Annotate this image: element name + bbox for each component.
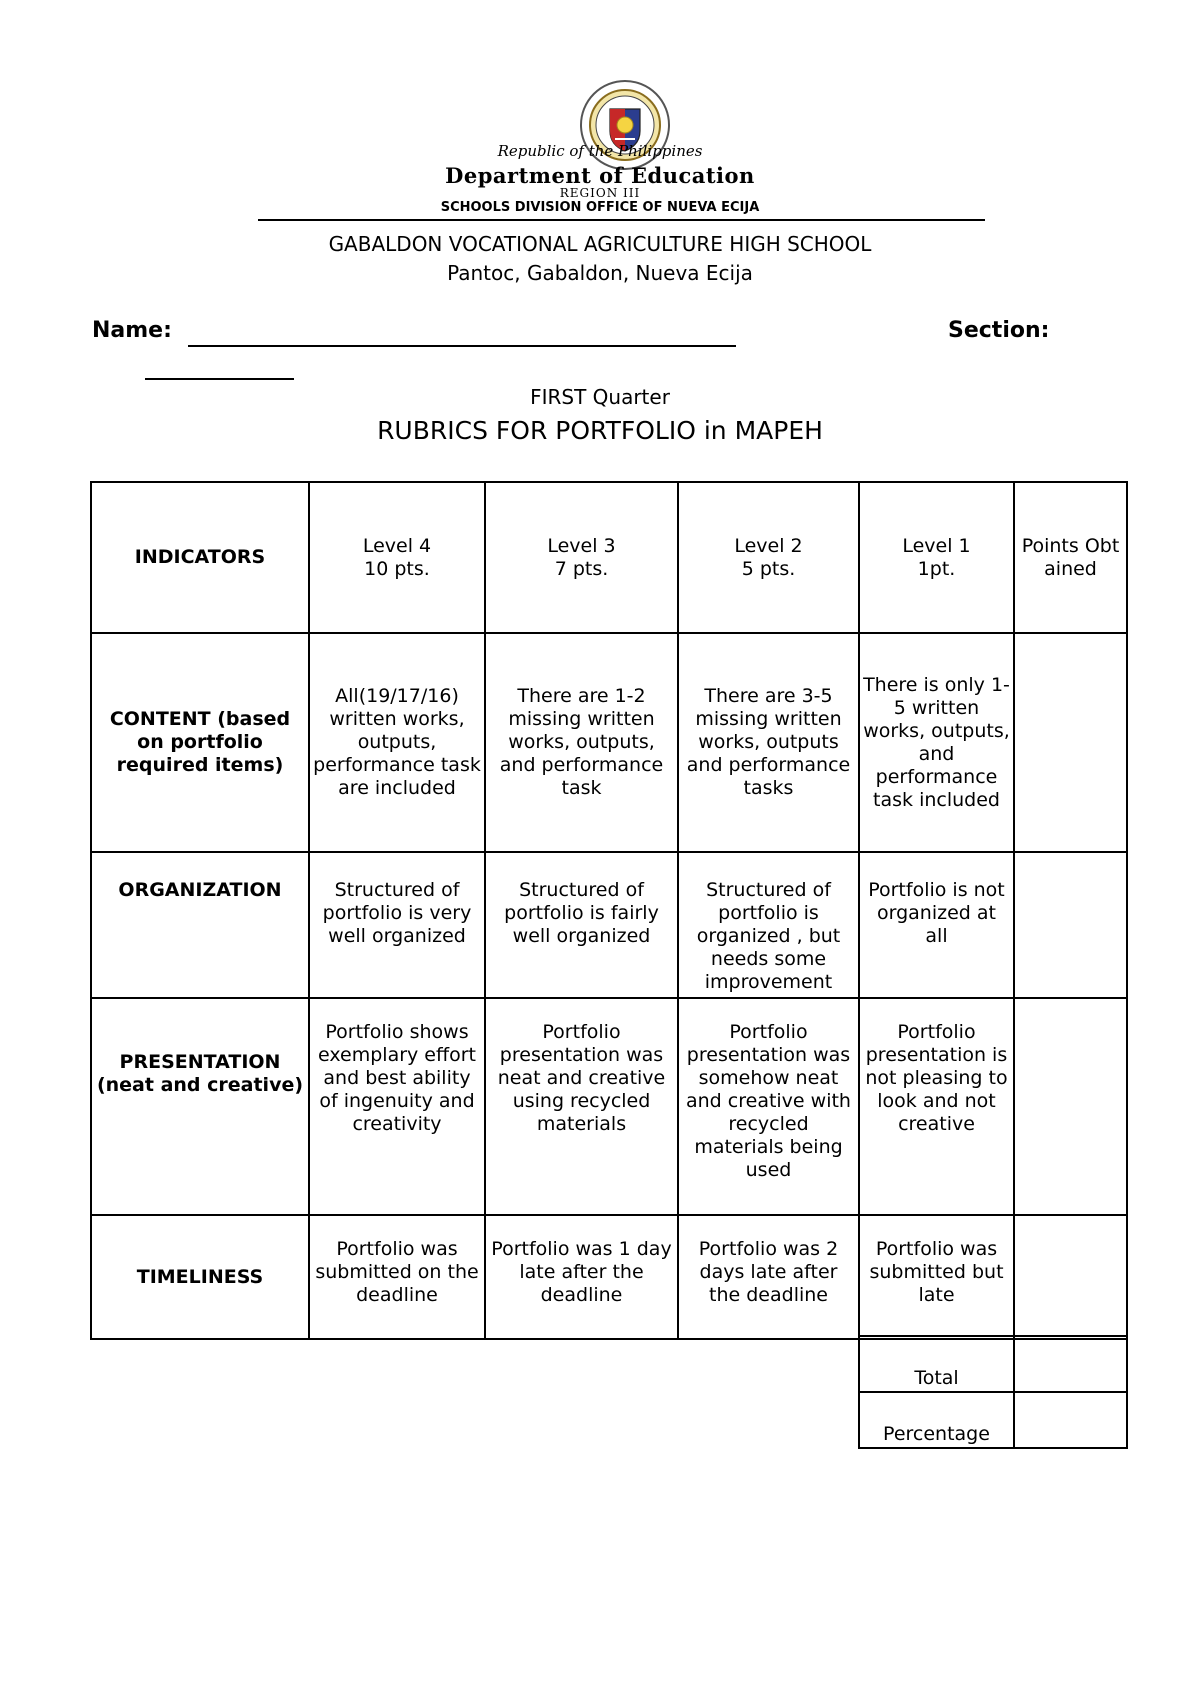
section-label: Section:: [948, 318, 1050, 343]
name-label: Name:: [92, 318, 172, 343]
level3-label: Level 3: [547, 534, 616, 557]
timeliness-level1: Portfolio was submitted but late: [859, 1215, 1014, 1339]
totals-table: [858, 1335, 1128, 1449]
organization-level4: Structured of portfolio is very well organized: [309, 852, 485, 998]
header-divider: [258, 219, 985, 221]
level4-label: Level 4: [362, 534, 432, 557]
content-level4: All(19/17/16) written works, outputs, performance task are included: [309, 633, 485, 852]
timeliness-level4: Portfolio was submitted on the deadline: [309, 1215, 485, 1339]
percentage-row: [859, 1392, 1127, 1448]
organization-level3: Structured of portfolio is fairly well organized: [485, 852, 678, 998]
indicator-content: CONTENT (based on portfolio required items): [91, 633, 309, 852]
header-level4: [309, 482, 485, 633]
table-row: [91, 852, 1127, 998]
total-row: [859, 1336, 1127, 1392]
presentation-points-cell[interactable]: [1014, 998, 1127, 1215]
percentage-value-cell[interactable]: [1014, 1392, 1127, 1448]
header-points-obtained: Points Obtained: [1014, 482, 1127, 633]
table-row: [91, 633, 1127, 852]
region-heading: REGION III: [559, 186, 641, 200]
division-heading: SCHOOLS DIVISION OFFICE OF NUEVA ECIJA: [440, 200, 760, 215]
presentation-level3: Portfolio presentation was neat and creative using recycled materials: [485, 998, 678, 1215]
school-name: GABALDON VOCATIONAL AGRICULTURE HIGH SCHOOL: [328, 232, 872, 256]
timeliness-level3: Portfolio was 1 day late after the deadline: [485, 1215, 678, 1339]
name-blank-line[interactable]: [188, 345, 736, 347]
section-blank-line[interactable]: [145, 378, 294, 380]
header-row: [91, 482, 1127, 633]
department-heading: Department of Education: [445, 163, 755, 188]
content-level2: There are 3-5 missing written works, outputs and performance tasks: [678, 633, 859, 852]
rubric-table: [90, 481, 1128, 1340]
percentage-label: Percentage: [859, 1392, 1014, 1448]
total-value-cell[interactable]: [1014, 1336, 1127, 1392]
presentation-level2: Portfolio presentation was somehow neat and creative with recycled materials being used: [678, 998, 859, 1215]
header-indicators: INDICATORS: [91, 482, 309, 633]
organization-level1: Portfolio is not organized at all: [859, 852, 1014, 998]
table-row: [91, 1215, 1127, 1339]
level1-points: 1pt.: [917, 557, 956, 580]
level1-label: Level 1: [902, 534, 971, 557]
organization-level2: Structured of portfolio is organized , but needs some improvement: [678, 852, 859, 998]
table-row: [91, 998, 1127, 1215]
level2-points: 5 pts.: [741, 557, 796, 580]
organization-points-cell[interactable]: [1014, 852, 1127, 998]
republic-heading: Republic of the Philippines: [497, 142, 703, 160]
indicator-presentation: PRESENTATION (neat and creative): [91, 998, 309, 1215]
total-label: Total: [859, 1336, 1014, 1392]
header-level3: [485, 482, 678, 633]
timeliness-level2: Portfolio was 2 days late after the deadline: [678, 1215, 859, 1339]
presentation-level4: Portfolio shows exemplary effort and best ability of ingenuity and creativity: [309, 998, 485, 1215]
content-points-cell[interactable]: [1014, 633, 1127, 852]
indicator-organization: ORGANIZATION: [91, 852, 309, 998]
timeliness-points-cell[interactable]: [1014, 1215, 1127, 1339]
header-level1: [859, 482, 1014, 633]
quarter-label: FIRST Quarter: [530, 385, 670, 409]
level4-points: 10 pts.: [364, 557, 430, 580]
indicator-timeliness: TIMELINESS: [91, 1215, 309, 1339]
level3-points: 7 pts.: [554, 557, 609, 580]
school-address: Pantoc, Gabaldon, Nueva Ecija: [447, 261, 753, 285]
presentation-level1: Portfolio presentation is not pleasing to look and not creative: [859, 998, 1014, 1215]
header-level2: [678, 482, 859, 633]
content-level3: There are 1-2 missing written works, outputs, and performance task: [485, 633, 678, 852]
level2-label: Level 2: [734, 534, 803, 557]
content-level1: There is only 1-5 written works, outputs, and performance task included: [859, 633, 1014, 852]
page-title: RUBRICS FOR PORTFOLIO in MAPEH: [377, 416, 823, 445]
